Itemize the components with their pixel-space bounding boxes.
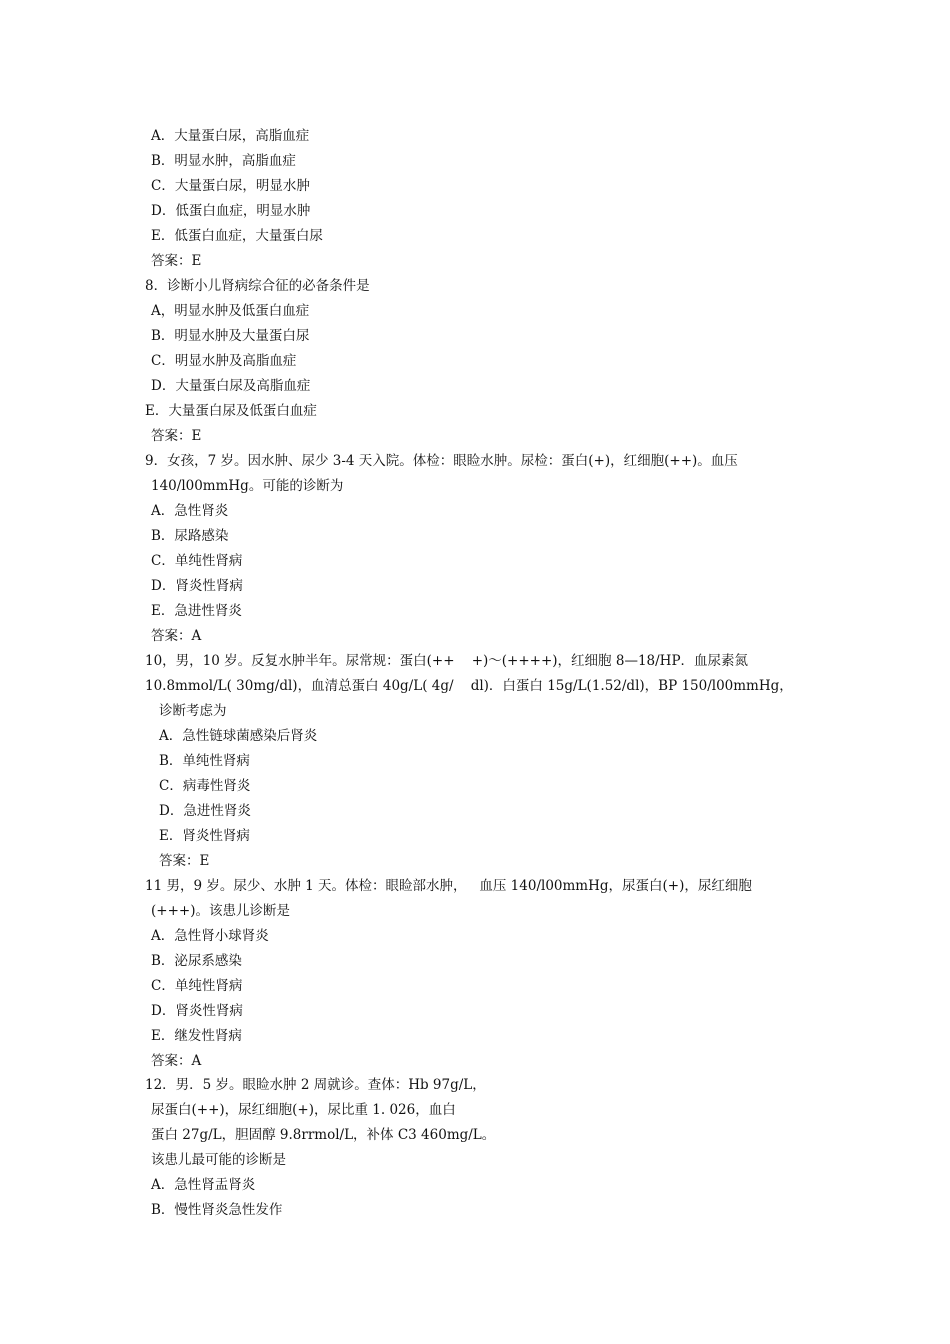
question-12-continued: 蛋白 27g/L，胆固醇 9.8rrmol/L，补体 C3 460mg/L。 — [151, 1127, 496, 1143]
question-10-continued: 10.8mmol/L( 30mg/dl)，血清总蛋白 40g/L( 4g/ dl)．白蛋白 15g/L(1.52/dl)，BP 150/l00mmHg， — [145, 678, 793, 694]
question-8: 8．诊断小儿肾病综合征的必备条件是 — [145, 278, 370, 294]
option-e: E．大量蛋白尿及低蛋白血症 — [145, 403, 317, 419]
option-a: A．急性肾炎 — [151, 503, 229, 519]
question-10: 10，男，10 岁。反复水肿半年。尿常规：蛋白(++ +)～(++++)，红细胞 8—18/HP．血尿素氮 — [145, 653, 749, 669]
option-d: D．低蛋白血症，明显水肿 — [151, 203, 311, 219]
option-d: D．肾炎性肾病 — [151, 1003, 243, 1019]
option-e: E．急进性肾炎 — [151, 603, 242, 619]
option-c: C．单纯性肾病 — [151, 978, 243, 994]
option-b: B．单纯性肾病 — [159, 753, 250, 769]
answer-line: 答案：E — [159, 853, 210, 869]
option-d: D．肾炎性肾病 — [151, 578, 243, 594]
option-c: C．明显水肿及高脂血症 — [151, 353, 297, 369]
option-a: A，明显水肿及低蛋白血症 — [151, 303, 310, 319]
question-12-prompt: 该患儿最可能的诊断是 — [151, 1152, 286, 1168]
question-10-prompt: 诊断考虑为 — [159, 703, 227, 719]
option-c: C．病毒性肾炎 — [159, 778, 251, 794]
option-b: B．泌尿系感染 — [151, 953, 242, 969]
question-9: 9．女孩，7 岁。因水肿、尿少 3-4 天入院。体检：眼睑水肿。尿检：蛋白(+)，红细胞(++)。血压 — [145, 453, 738, 469]
option-b: B．慢性肾炎急性发作 — [151, 1202, 283, 1218]
option-d: D．急进性肾炎 — [159, 803, 251, 819]
option-b: B．明显水肿及大量蛋白尿 — [151, 328, 310, 344]
option-b: B．明显水肿，高脂血症 — [151, 153, 296, 169]
answer-line: 答案：A — [151, 1053, 202, 1069]
option-c: C．单纯性肾病 — [151, 553, 243, 569]
answer-line: 答案：A — [151, 628, 202, 644]
option-e: E．肾炎性肾病 — [159, 828, 250, 844]
option-e: E．继发性肾病 — [151, 1028, 242, 1044]
option-a: A．急性肾盂肾炎 — [151, 1177, 256, 1193]
option-b: B．尿路感染 — [151, 528, 229, 544]
option-a: A．急性链球菌感染后肾炎 — [159, 728, 318, 744]
question-12-continued: 尿蛋白(++)，尿红细胞(+)，尿比重 1. 026，血白 — [151, 1102, 456, 1118]
option-e: E．低蛋白血症，大量蛋白尿 — [151, 228, 323, 244]
option-d: D．大量蛋白尿及高脂血症 — [151, 378, 311, 394]
answer-line: 答案：E — [151, 428, 202, 444]
answer-line: 答案：E — [151, 253, 202, 269]
option-a: A．大量蛋白尿，高脂血症 — [151, 128, 310, 144]
question-11: 11 男，9 岁。尿少、水肿 1 天。体检：眼睑部水肿， 血压 140/l00mmHg，尿蛋白(+)，尿红细胞 — [145, 878, 752, 894]
option-c: C．大量蛋白尿，明显水肿 — [151, 178, 310, 194]
question-9-continued: 140/l00mmHg。可能的诊断为 — [151, 478, 344, 494]
question-12: 12．男．5 岁。眼睑水肿 2 周就诊。查体：Hb 97g/L， — [145, 1077, 486, 1093]
question-11-continued: (+++)。该患儿诊断是 — [151, 903, 290, 919]
option-a: A．急性肾小球肾炎 — [151, 928, 269, 944]
